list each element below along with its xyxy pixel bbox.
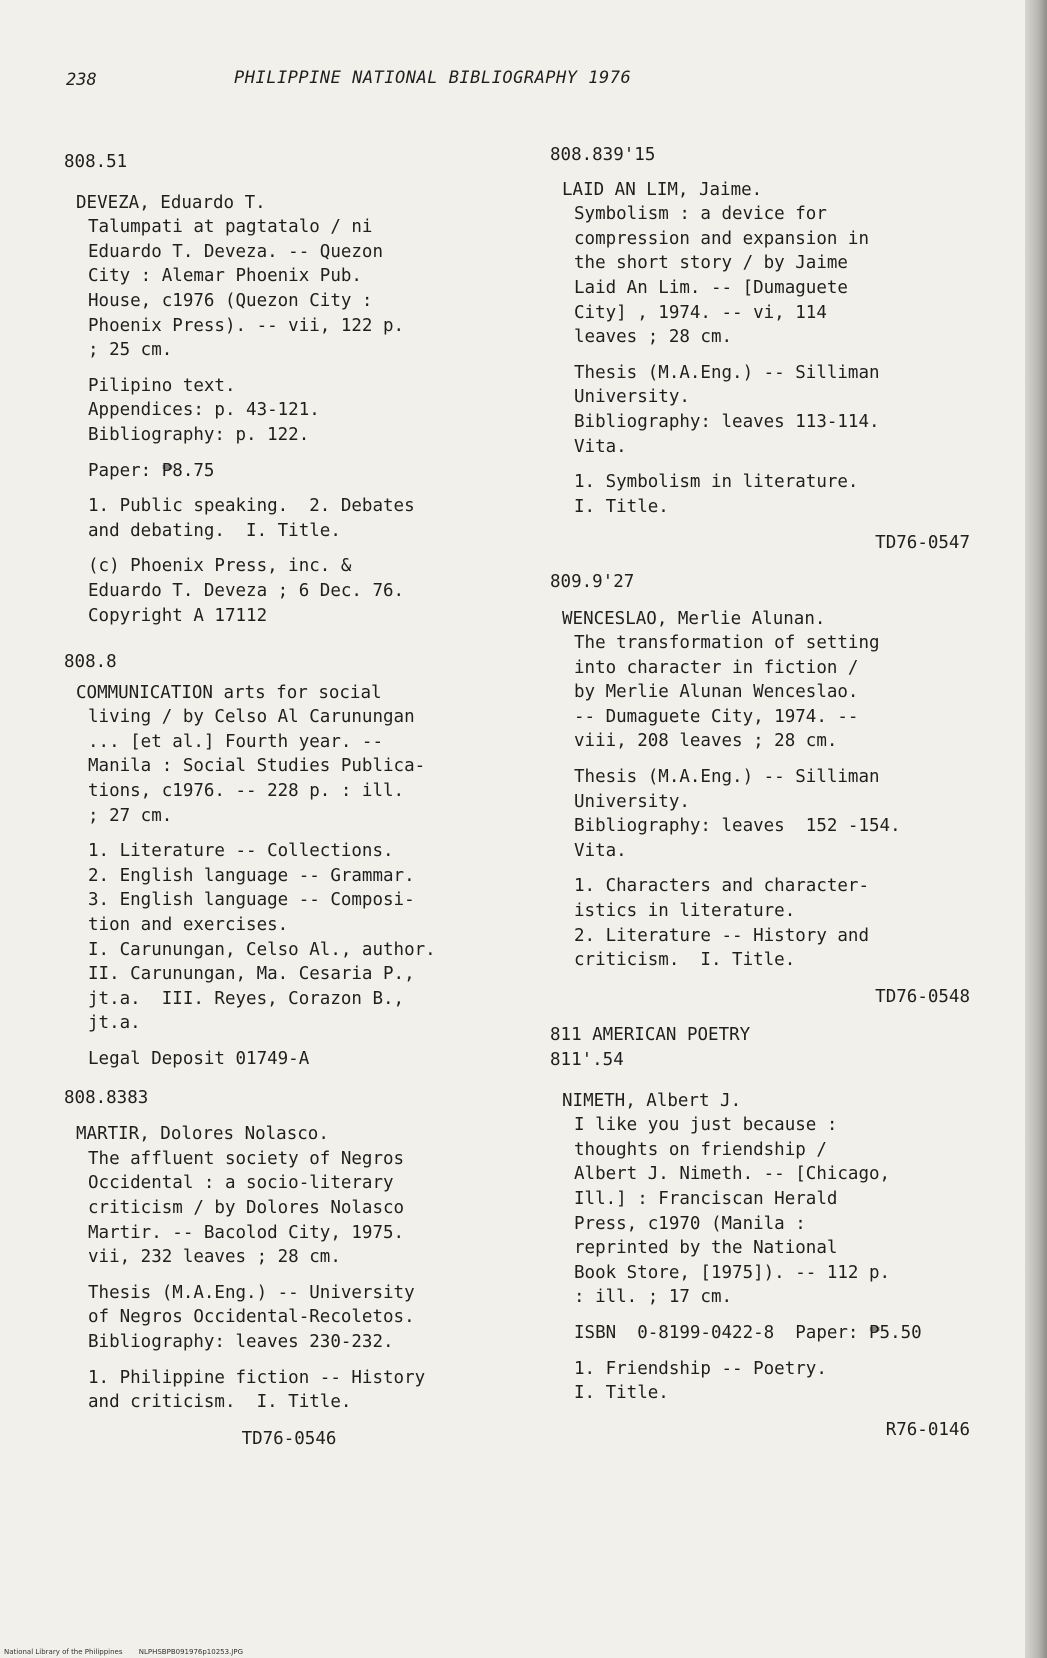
description-line: leaves ; 28 cm.: [574, 327, 733, 348]
descriptive-block: [64, 681, 494, 829]
footer-file-id: NLPHSBPB091976p10253.JPG: [138, 1648, 243, 1656]
notes-block: [64, 1281, 494, 1355]
subjects-block: [64, 494, 494, 543]
note-line: of Negros Occidental-Recoletos.: [88, 1307, 415, 1328]
main-entry: NIMETH, Albert J.: [562, 1090, 742, 1111]
description-line: Talumpati at pagtatalo / ni: [88, 217, 373, 238]
left-column: [64, 150, 494, 1479]
subject-line: and criticism. I. Title.: [88, 1392, 352, 1413]
price-line: Paper: ₱8.75: [88, 460, 215, 481]
subjects-block: [550, 1357, 980, 1406]
note-line: Bibliography: leaves 230-232.: [88, 1331, 394, 1352]
isbn-line: ISBN 0-8199-0422-8 Paper: ₱5.50: [574, 1322, 922, 1343]
description-line: Eduardo T. Deveza. -- Quezon: [88, 241, 384, 262]
class-number: 808.8: [64, 652, 117, 673]
copyright-line: (c) Phoenix Press, inc. &: [88, 556, 352, 577]
subject-line: 1. Characters and character-: [574, 876, 870, 897]
subject-line: 1. Literature -- Collections.: [88, 841, 394, 862]
record-laid-an-lim: [550, 143, 980, 556]
note-line: Thesis (M.A.Eng.) -- Silliman: [574, 362, 880, 383]
main-entry: LAID AN LIM, Jaime.: [562, 179, 763, 200]
main-entry: WENCESLAO, Merlie Alunan.: [562, 608, 826, 629]
subject-line: criticism. I. Title.: [574, 950, 796, 971]
page-edge-shadow: [1025, 0, 1047, 1658]
note-line: University.: [574, 791, 690, 812]
description-line: House, c1976 (Quezon City :: [88, 290, 373, 311]
isbn-block: [550, 1321, 980, 1346]
description-line: Occidental : a socio-literary: [88, 1173, 394, 1194]
subjects-block: [550, 874, 980, 972]
description-line: vii, 232 leaves ; 28 cm.: [88, 1247, 341, 1268]
notes-block: [550, 765, 980, 863]
class-number: 808.51: [64, 152, 128, 172]
subject-line: 1. Friendship -- Poetry.: [574, 1358, 827, 1379]
description-line: Symbolism : a device for: [574, 204, 827, 225]
subject-line: jt.a.: [88, 1013, 141, 1034]
note-line: Vita.: [574, 436, 627, 457]
descriptive-block: [64, 1122, 494, 1270]
description-line: The transformation of setting: [574, 633, 880, 654]
description-line: Ill.] : Franciscan Herald: [574, 1188, 838, 1209]
description-line: City] , 1974. -- vi, 114: [574, 302, 827, 323]
class-number: 808.839'15: [550, 145, 656, 165]
note-line: Thesis (M.A.Eng.) -- University: [88, 1282, 415, 1303]
subject-line: I. Carunungan, Celso Al., author.: [88, 939, 436, 960]
note-line: University.: [574, 387, 690, 408]
class-number: 808.8383: [64, 1087, 149, 1108]
description-line: : ill. ; 17 cm.: [574, 1287, 733, 1308]
description-line: criticism / by Dolores Nolasco: [88, 1197, 405, 1218]
subject-line: I. Title.: [574, 496, 669, 517]
subject-line: istics in literature.: [574, 901, 796, 922]
copyright-line: Eduardo T. Deveza ; 6 Dec. 76.: [88, 580, 405, 601]
page-number: 238: [66, 70, 97, 90]
subject-line: 1. Philippine fiction -- History: [88, 1367, 426, 1388]
page-header: [66, 64, 946, 94]
footer-library: National Library of the Philippines: [4, 1648, 123, 1656]
description-line: ; 25 cm.: [88, 340, 173, 361]
description-line: the short story / by Jaime: [574, 253, 848, 274]
control-number: TD76-0546: [241, 1428, 337, 1449]
subject-line: 2. English language -- Grammar.: [88, 865, 415, 886]
subjects-block: [64, 1366, 494, 1415]
control-number: TD76-0547: [875, 533, 970, 554]
class-number: 811'.54: [550, 1050, 624, 1070]
subjects-block: [64, 839, 494, 1036]
copyright-line: Copyright A 17112: [88, 605, 268, 626]
description-line: reprinted by the National: [574, 1238, 838, 1259]
description-line: ... [et al.] Fourth year. --: [88, 731, 384, 752]
note-line: Bibliography: leaves 113-114.: [574, 411, 880, 432]
subject-line: tion and exercises.: [88, 915, 289, 936]
description-line: City : Alemar Phoenix Pub.: [88, 266, 362, 287]
copyright-block: [64, 554, 494, 628]
subject-line: I. Title.: [574, 1383, 669, 1404]
note-line: Bibliography: leaves 152 -154.: [574, 816, 901, 837]
notes-block: [550, 361, 980, 459]
control-number: R76-0146: [885, 1419, 970, 1440]
descriptive-block: [64, 191, 494, 363]
description-line: Phoenix Press). -- vii, 122 p.: [88, 315, 405, 336]
subject-line: II. Carunungan, Ma. Cesaria P.,: [88, 964, 415, 985]
class-number: 809.9'27: [550, 571, 635, 592]
note-line: Vita.: [574, 840, 627, 861]
descriptive-block: [550, 178, 980, 350]
description-line: Albert J. Nimeth. -- [Chicago,: [574, 1164, 891, 1185]
descriptive-block: [550, 1089, 980, 1310]
subjects-block: [550, 470, 980, 519]
main-entry: MARTIR, Dolores Nolasco.: [76, 1124, 329, 1145]
description-line: Press, c1970 (Manila :: [574, 1213, 806, 1234]
subject-line: 2. Literature -- History and: [574, 925, 870, 946]
description-line: thoughts on friendship /: [574, 1139, 827, 1160]
descriptive-block: [550, 607, 980, 755]
description-line: Book Store, [1975]). -- 112 p.: [574, 1262, 891, 1283]
control-number: TD76-0548: [875, 986, 970, 1007]
record-communication-arts: [64, 650, 494, 1072]
right-column: [550, 143, 980, 1470]
record-wenceslao: [550, 570, 980, 1010]
description-line: I like you just because :: [574, 1115, 838, 1136]
running-title: PHILIPPINE NATIONAL BIBLIOGRAPHY 1976: [234, 68, 632, 88]
deposit-block: [64, 1047, 494, 1072]
subject-line: 3. English language -- Composi-: [88, 890, 415, 911]
subject-line: 1. Symbolism in literature.: [574, 472, 859, 493]
class-heading: 811 AMERICAN POETRY: [550, 1025, 751, 1046]
record-deveza: [64, 150, 494, 628]
description-line: Laid An Lim. -- [Dumaguete: [574, 277, 848, 298]
description-line: by Merlie Alunan Wenceslao.: [574, 682, 859, 703]
description-line: into character in fiction /: [574, 657, 859, 678]
record-martir: [64, 1086, 494, 1452]
record-nimeth: [550, 1023, 980, 1442]
note-line: Appendices: p. 43-121.: [88, 400, 320, 421]
main-entry: DEVEZA, Eduardo T.: [76, 192, 266, 213]
description-line: ; 27 cm.: [88, 805, 173, 826]
note-line: Pilipino text.: [88, 375, 236, 396]
description-line: tions, c1976. -- 228 p. : ill.: [88, 781, 405, 802]
note-line: Bibliography: p. 122.: [88, 424, 310, 445]
subject-line: jt.a. III. Reyes, Corazon B.,: [88, 988, 405, 1009]
description-line: compression and expansion in: [574, 228, 870, 249]
price-block: [64, 459, 494, 484]
subject-line: 1. Public speaking. 2. Debates: [88, 496, 415, 517]
scan-footer: [4, 1648, 257, 1656]
subject-line: and debating. I. Title.: [88, 520, 341, 541]
description-line: living / by Celso Al Carunungan: [88, 707, 415, 728]
legal-deposit: Legal Deposit 01749-A: [88, 1049, 310, 1069]
note-line: Thesis (M.A.Eng.) -- Silliman: [574, 767, 880, 788]
description-line: Martir. -- Bacolod City, 1975.: [88, 1222, 405, 1243]
description-line: -- Dumaguete City, 1974. --: [574, 706, 859, 727]
main-entry: COMMUNICATION arts for social: [76, 682, 382, 703]
description-line: Manila : Social Studies Publica-: [88, 756, 426, 777]
description-line: The affluent society of Negros: [88, 1148, 405, 1169]
notes-block: [64, 374, 494, 448]
description-line: viii, 208 leaves ; 28 cm.: [574, 731, 838, 752]
